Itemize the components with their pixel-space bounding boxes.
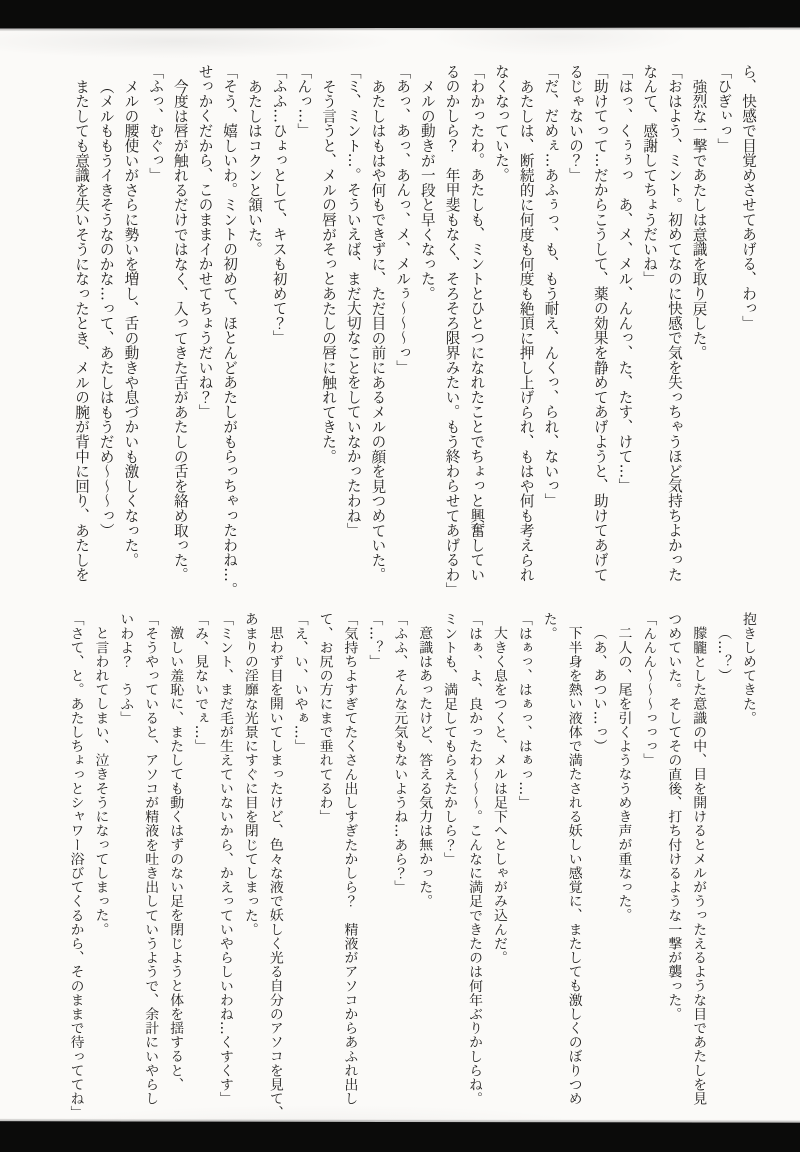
text-column: あたしはコクンと頷いた。 bbox=[245, 78, 263, 257]
text-column: 今度は唇が触れるだけではなく、入ってきた舌があたしの舌を絡め取った。 bbox=[171, 78, 189, 582]
text-column: るじゃないの？」 bbox=[567, 64, 585, 183]
text-column: 「わかったわ。あたしも、ミントとひとつになれたことでちょっと興奮してい bbox=[468, 64, 486, 582]
text-column: 「さて、と。あたしちょっとシャワー浴びてくるから、そのままで待っててね」 bbox=[67, 612, 84, 1120]
text-column: 「んんん～～～っっっ」 bbox=[640, 612, 657, 768]
text-column: 「はぁっ、はぁっ、はぁっ…」 bbox=[515, 612, 532, 810]
text-column: 「ミ、ミント…。そういえば、まだ大切なことをしていなかったわね」 bbox=[344, 64, 362, 538]
text-column: 「ふふ、そんな元気もないようね…あら？」 bbox=[391, 612, 408, 894]
text-column: 「そうやっていると、アソコが精液を吐き出していうようで、余計にいやらし bbox=[142, 612, 159, 1106]
text-column: あたしはもはや何もできずに、ただ目の前にあるメルの顔を見つめていた。 bbox=[369, 78, 387, 582]
text-column: て、お尻の方にまで垂れてるわ」 bbox=[316, 612, 333, 824]
text-column: またしても意識を失いそうになったとき、メルの腕が背中に回り、あたしを bbox=[73, 78, 91, 582]
text-column: 激しい羞恥に、またしても動くはずのない足を閉じようと体を揺すると、 bbox=[167, 625, 184, 1092]
text-column: 「…？」 bbox=[366, 612, 383, 669]
text-column: メルの腰使いがさらに勢いを増し、舌の動きや息づかいも激しくなった。 bbox=[122, 78, 140, 567]
text-column: 「え、い、いやぁ…」 bbox=[291, 612, 308, 753]
text-column: 「だ、だめぇ…あふぅっ、も、もう耐え、んくっ、られ、ないっ」 bbox=[542, 64, 560, 508]
text-column: た。 bbox=[540, 612, 557, 641]
text-column: 「み、見ないでぇ…」 bbox=[192, 612, 209, 753]
text-column: 「はっ、くぅぅっ あ、メ、メル、んんっ、た、たす、けて…」 bbox=[616, 64, 634, 494]
text-column: 二人の、尾を引くようなうめき声が重なった。 bbox=[615, 625, 632, 922]
text-column: なんて、感謝してちょうだいね」 bbox=[641, 64, 659, 286]
text-column: と言われてしまい、泣きそうになってしまった。 bbox=[92, 625, 109, 937]
text-column: あたしは、断続的に何度も何度も絶頂に押し上げられ、もはや何も考えられ bbox=[517, 78, 535, 582]
text-column: （メルももうイきそうなのかな…って、あたしはもうだめ～～～っ） bbox=[97, 78, 115, 538]
text-column: 大きく息をつくと、メルは足下へとしゃがみ込んだ。 bbox=[490, 625, 507, 965]
text-column: （あ、あつい…っ） bbox=[590, 625, 607, 753]
text-column: （…？） bbox=[715, 625, 732, 683]
text-column: 「ひぎぃっ」 bbox=[715, 64, 733, 153]
text-column: るのかしら？ 年甲斐もなく、そろそろ限界みたい。もう終わらせてあげるわ」 bbox=[443, 64, 461, 597]
text-column: せっかくだから、このままイかせてちょうだいね？」 bbox=[196, 64, 214, 420]
text-column: 「んっ…」 bbox=[295, 64, 313, 138]
text-column: ミントも、満足してもらえたかしら？」 bbox=[441, 612, 458, 866]
text-column: 「ミント、まだ毛が生えていないから、かえっていやらしいわね…くすくす」 bbox=[216, 612, 233, 1106]
text-column: 思わず目を開いてしまったけど、色々な液で妖しく光る自分のアソコを見て、 bbox=[266, 625, 283, 1120]
text-column: いわよ？ うふ」 bbox=[117, 612, 134, 725]
text-column: 「そう、嬉しいわ。ミントの初めて、ほとんどあたしがもらっちゃったわね…。 bbox=[221, 64, 239, 597]
text-column: 「気持ちよすぎてたくさん出しすぎたかしら？ 精液がアソコからあふれ出し bbox=[341, 612, 358, 1106]
text-column: 下半身を熱い液体で満たされる妖しい感覚に、またしても激しくのぼりつめ bbox=[565, 625, 582, 1106]
text-column: そう言うと、メルの唇がそっとあたしの唇に触れてきた。 bbox=[320, 78, 338, 464]
text-column: なくなっていた。 bbox=[492, 64, 510, 183]
text-column: 「あっ、あっ、あんっ、メ、メルぅ～～～っ」 bbox=[394, 64, 412, 375]
text-column: つめていた。そしてその直後、打ち付けるような一撃が襲った。 bbox=[665, 612, 682, 1021]
bottom-scan-bar bbox=[0, 1121, 800, 1152]
text-column: 「はぁ、よ、良かったわ～～～。こんなに満足できたのは何年ぶりかしらね。 bbox=[466, 612, 483, 1106]
text-column: メルの動きが一段と早くなった。 bbox=[418, 78, 436, 301]
text-column: 「ふっ、むぐっ」 bbox=[147, 64, 165, 183]
text-column: 強烈な一撃であたしは意識を取り戻した。 bbox=[690, 78, 708, 360]
text-column: ら、快感で目覚めさせてあげる、わっ」 bbox=[740, 64, 757, 331]
text-column: あまりの淫靡な光景にすぐに目を閉じてしまった。 bbox=[241, 612, 258, 937]
top-text-block bbox=[68, 64, 760, 597]
text-column: 朦朧とした意識の中、目を開けるとメルがうったえるような目であたしを見 bbox=[690, 625, 707, 1106]
top-scan-bar bbox=[0, 0, 800, 29]
text-column: 抱きしめてきた。 bbox=[740, 612, 756, 725]
text-column: 「ふふ…ひょっとして、キスも初めて？」 bbox=[270, 64, 288, 346]
text-column: 「助けてって…だからこうして、薬の効果を静めてあげようと、助けてあげて bbox=[591, 64, 609, 582]
bottom-text-block bbox=[63, 612, 760, 1118]
text-column: 意識はあったけど、答える気力は無かった。 bbox=[416, 625, 433, 908]
text-column: 「おはよう、ミント。初めてなのに快感で気を失っちゃうほど気持ちよかった bbox=[665, 64, 683, 582]
